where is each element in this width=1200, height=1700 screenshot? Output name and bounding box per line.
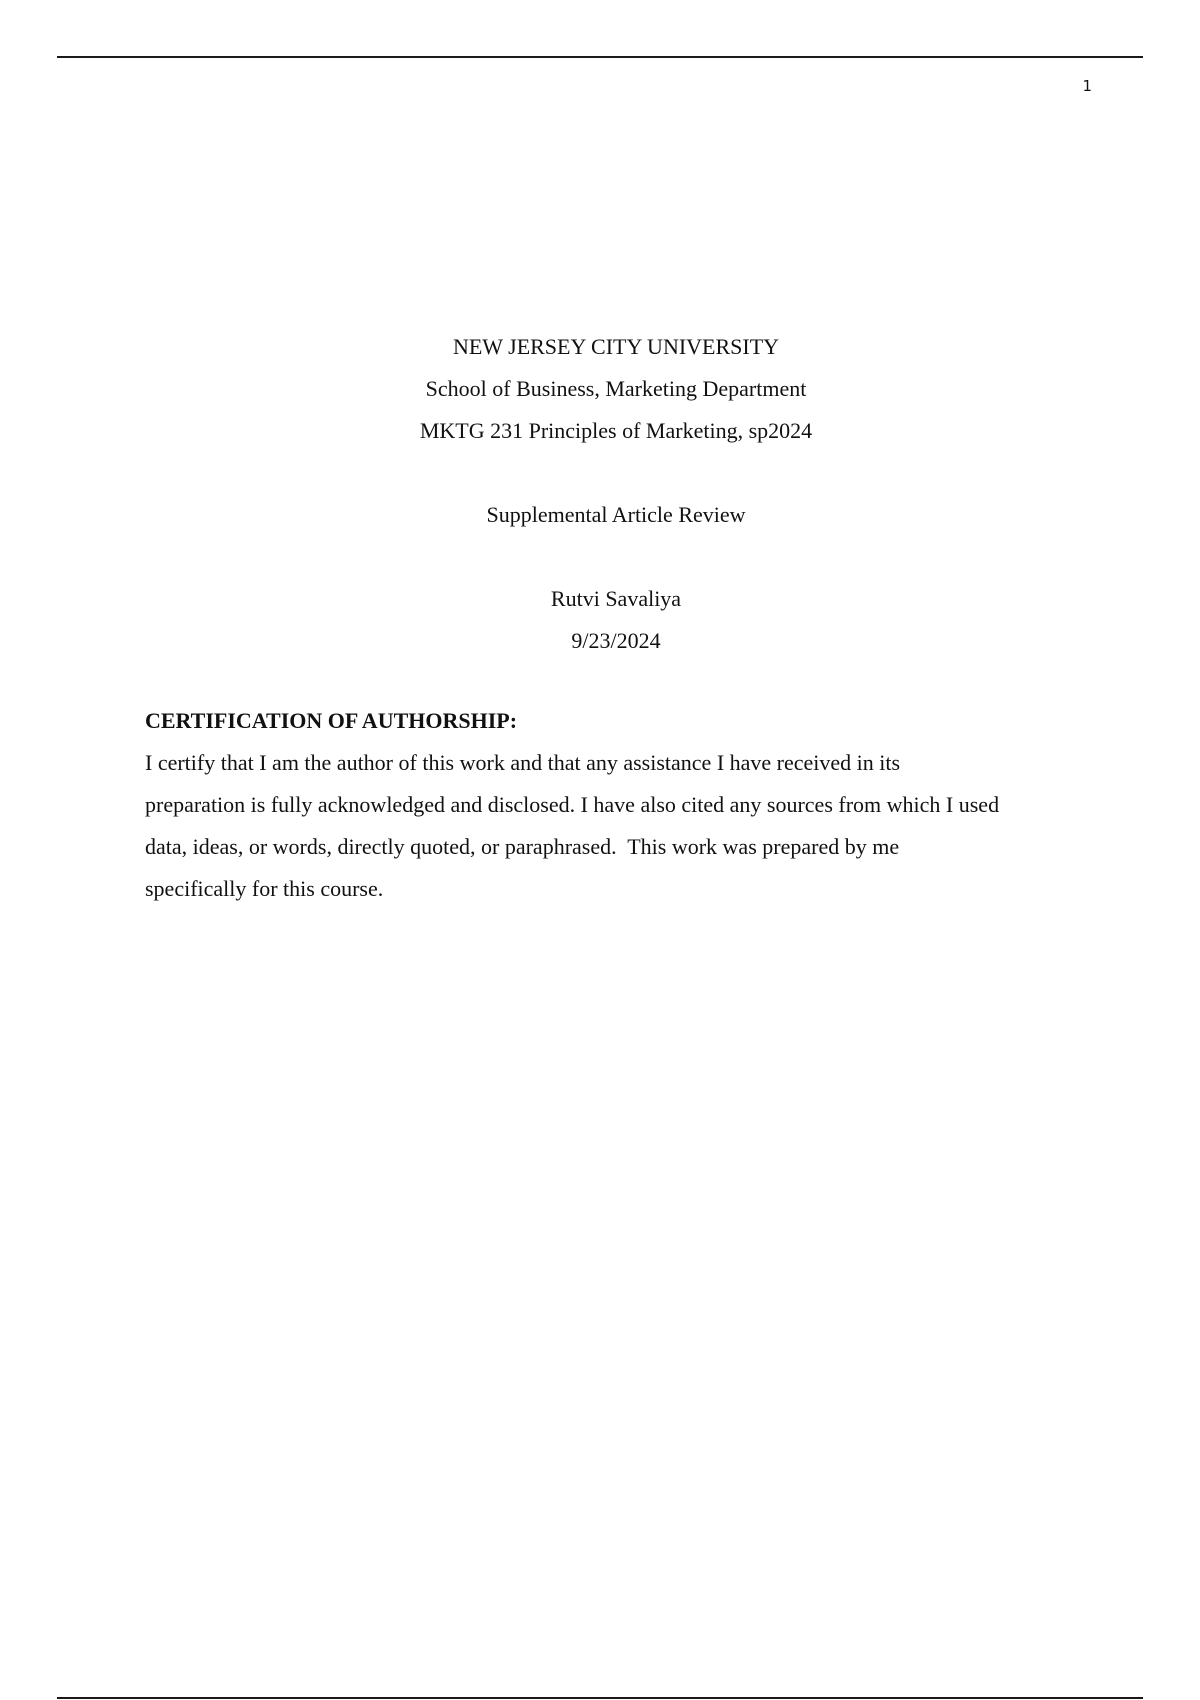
institution-block	[0, 326, 1200, 452]
document-title-block	[0, 494, 1200, 536]
certification-section	[145, 700, 1095, 910]
author-name: Rutvi Savaliya	[550, 586, 682, 611]
certification-line: preparation is fully acknowledged and disclosed. I have also cited any sources from which I used	[145, 792, 1000, 817]
course-name: MKTG 231 Principles of Marketing, sp2024	[419, 418, 813, 443]
header-rule	[57, 56, 1143, 58]
author-block	[0, 578, 1200, 662]
certification-line: I certify that I am the author of this work and that any assistance I have received in its	[145, 750, 901, 775]
institution-name: NEW JERSEY CITY UNIVERSITY	[452, 334, 780, 359]
document-date: 9/23/2024	[571, 628, 661, 653]
certification-line: specifically for this course.	[145, 876, 384, 901]
page-number: 1	[1082, 77, 1092, 95]
certification-heading: CERTIFICATION OF AUTHORSHIP:	[145, 708, 518, 733]
document-title: Supplemental Article Review	[486, 502, 746, 527]
certification-line: data, ideas, or words, directly quoted, or paraphrased. This work was prepared by me	[145, 834, 900, 859]
school-name: School of Business, Marketing Department	[425, 376, 807, 401]
footer-rule	[57, 1697, 1143, 1699]
